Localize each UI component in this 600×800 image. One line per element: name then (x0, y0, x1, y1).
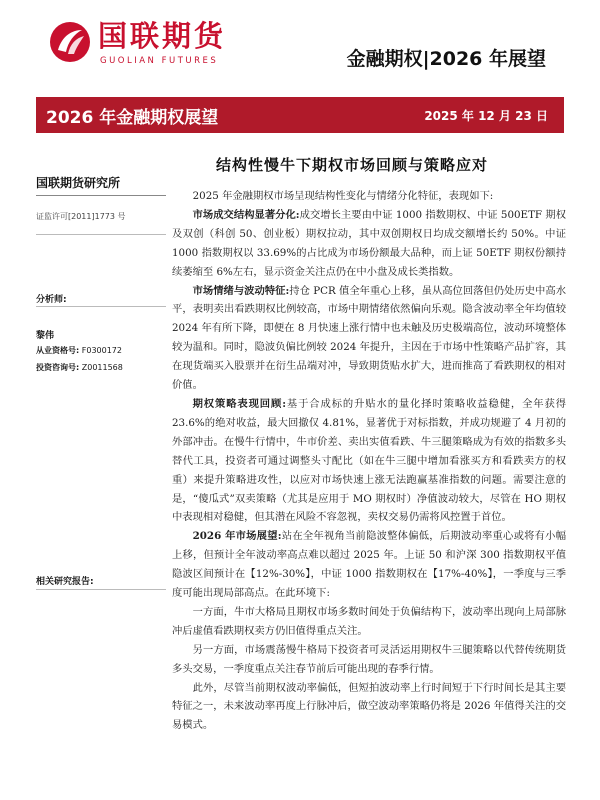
paragraph-lead: 市场成交结构显著分化: (192, 208, 300, 221)
paragraph-text: 此外，尽管当前期权波动率偏低，但短拍波动率上行时间短于下行时间长是其主要特征之一，未来波动率再度上行脉冲后，做空波动率策略仍将是 2026 年值得关注的交易模式。 (172, 681, 566, 732)
qualification-number (36, 345, 122, 356)
paragraph (172, 641, 566, 679)
brand-name-en: GUOLIAN FUTURES (100, 56, 219, 66)
paragraph-text: 一方面，牛市大格局且期权市场多数时间处于负偏结构下，波动率出现向上局部脉冲后虚值看跌期权卖方仍旧值得重点关注。 (172, 605, 566, 637)
brand-name-cn: 国联期货 (98, 19, 227, 53)
paragraph-text: 2025 年金融期权市场呈现结构性变化与情绪分化特征，表现如下: (192, 190, 494, 202)
cert-value: Z0011568 (81, 363, 123, 372)
related-reports-heading: 相关研究报告: (36, 577, 94, 587)
paragraph (172, 282, 566, 395)
paragraph-text: 基于合成标的升贴水的量化择时策略收益稳健，全年获得 23.6%的绝对收益，最大回撤仅 4.81%，显著优于对标指数，并成功规避了 4 月初的外部冲击。在慢牛行情中，牛市价差、卖出实值看跌、牛三腿策略成为有效的指数多头替代工具，投资者可通过调整头寸配比（如在牛三腿中增加看涨买方和看跌卖方的权重）来提升策略进攻性，以应对市场快速上涨无法跑赢基准指数的问题。需要注意的是，“傻瓜式”双卖策略（尤其是应用于 MO 期权时）净值波动较大，尽管在 HO 期权中表现相对稳健，但其潜在风险不容忽视，卖权交易仍需将风控置于首位。 (172, 397, 566, 524)
cert-value: F0300172 (81, 346, 122, 355)
paragraph-lead: 2026 年市场展望: (192, 530, 282, 543)
paragraph (172, 187, 566, 206)
analyst-heading: 分析师: (36, 295, 67, 305)
paragraph-text: 持仓 PCR 值全年重心上移，虽从高位回落但仍处历史中高水平，表明卖出看跌期权比例较高，市场中期情绪依然偏向乐观。隐含波动率全年均值较 2024 年有所下降，即便在 8 月快速上涨行情中也未触及历史极端高位，波动环境整体较为温和。同时，隐波负偏比例较 2024 年提升，主因在于市场中性策略产品扩容，其在现货端买入股票并在衍生品端对冲，导致期货贴水扩大，进而推高了看跌期权的相对价值。 (172, 284, 566, 392)
license-number: 证监许可[2011]1773 号 (36, 212, 126, 221)
analyst-name: 黎伟 (36, 331, 55, 341)
guolian-logo-icon (48, 20, 92, 64)
report-banner (36, 97, 564, 133)
paragraph-lead: 期权策略表现回顾: (192, 397, 286, 410)
sidebar-divider (36, 306, 166, 307)
page-header (0, 0, 600, 92)
research-institute: 国联期货研究所 (36, 176, 121, 190)
paragraph (172, 395, 566, 527)
paragraph-lead: 市场情绪与波动特征: (192, 284, 290, 297)
sidebar-divider (36, 589, 166, 590)
cert-label: 投资咨询号: (36, 363, 80, 372)
paragraph (172, 206, 566, 282)
sidebar-divider (36, 234, 166, 235)
consulting-number (36, 362, 123, 373)
header-title: 金融期权|2026 年展望 (346, 48, 546, 70)
paragraph-text: 另一方面，市场震荡慢牛格局下投资者可灵活运用期权牛三腿策略以代替传统期货多头交易，一季度重点关注春节前后可能出现的春季行情。 (172, 643, 566, 675)
paragraph (172, 603, 566, 641)
paragraph (172, 679, 566, 736)
article-body (172, 187, 566, 735)
paragraph-text: 成交增长主要由中证 1000 指数期权、中证 500ETF 期权及双创（科创 50、创业板）期权拉动，其中双创期权日均成交额增长约 50%。中证 1000 指数期权以 33.69%的占比成为市场份额最大品种，而上证 50ETF 期权份额持续萎缩至 6%左右，显示资金关注点仍在中小盘及成长类指数。 (172, 208, 566, 278)
cert-label: 从业资格号: (36, 346, 80, 355)
paragraph (172, 527, 566, 603)
report-date: 2025 年 12 月 23 日 (424, 109, 548, 123)
banner-title: 2026 年金融期权展望 (46, 108, 219, 128)
paragraph-text: 站在全年视角当前隐波整体偏低，后期波动率重心或将有小幅上移，但预计全年波动率高点难以超过 2025 年。上证 50 和沪深 300 指数期权平值隐波区间预计在【12%-30%】，中证 1000 指数期权在【17%-40%】，一季度与三季度可能出现局部高点。在此环境下: (172, 530, 567, 600)
sidebar-divider (36, 195, 166, 196)
article-title: 结构性慢牛下期权市场回顾与策略应对 (216, 156, 489, 174)
